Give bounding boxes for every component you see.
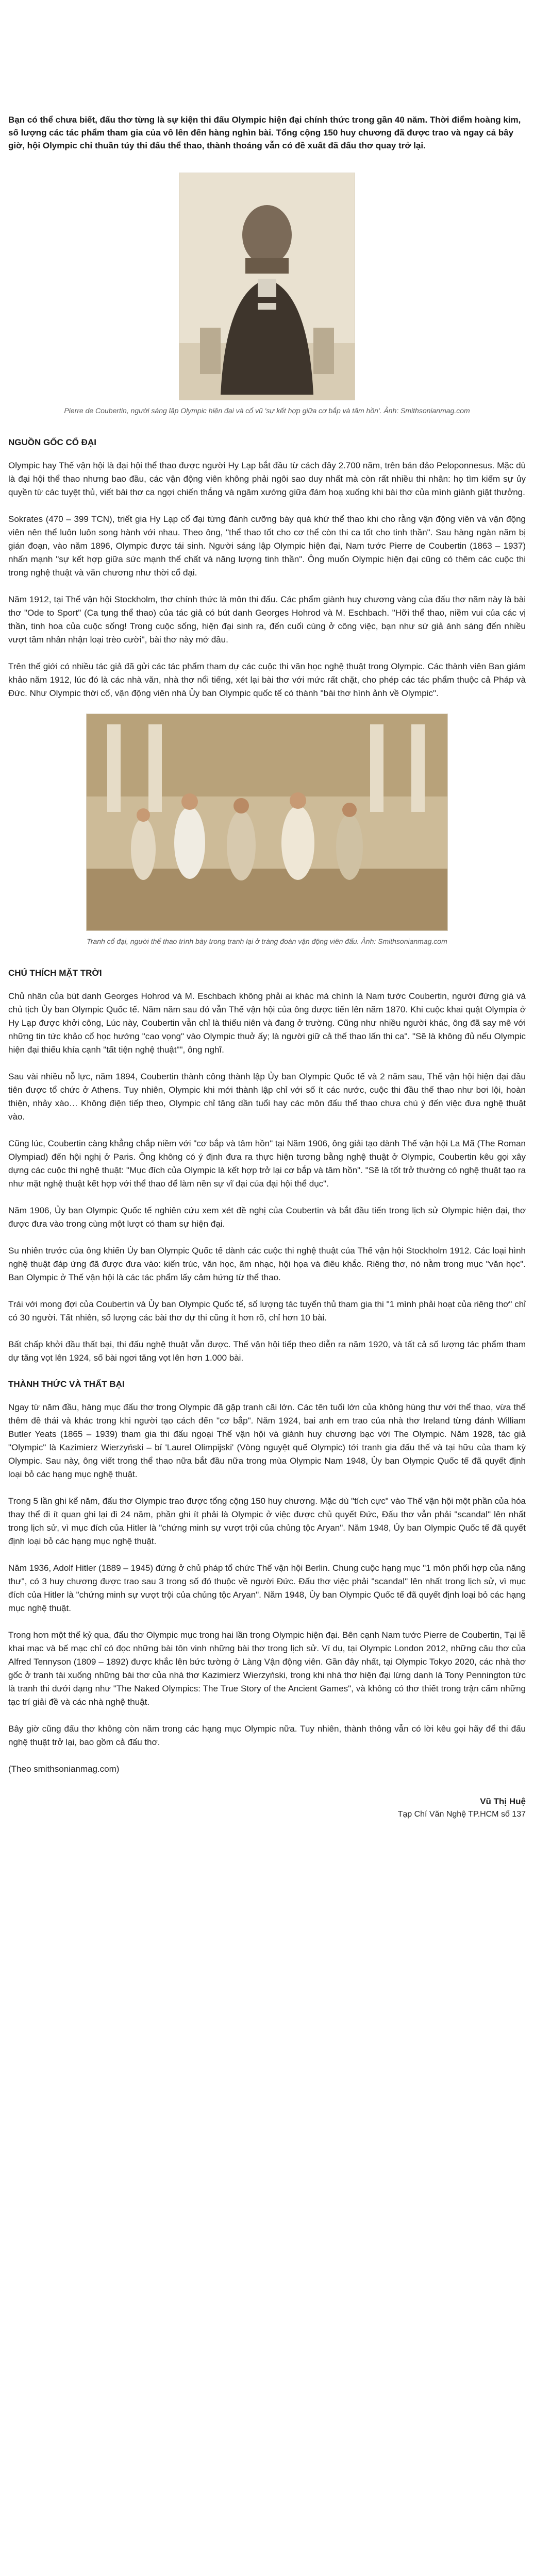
figure-painting-caption: Tranh cổ đại, người thể thao trình bày trong tranh lại ở tràng đoàn vận động viên đấu. Ảnh: Smithsonianmag.com <box>87 937 447 945</box>
painting-image <box>86 714 448 931</box>
section3-paragraph: Trong hơn một thế kỷ qua, đấu thơ Olympic mục trong hai lần trong Olympic hiện đại. Bên cạnh Nam tước Pierre de Coubertin, Tại lễ khai mạc và bế mạc chỉ có đọc những bài tôn vinh những bài thơ trong lịch sử. Ví dụ, tại Olympic London 2012, những câu thơ của Alfred Tennyson (1809 – 1892) được khắc lên bức tường ở Làng Vận động viên. Gần đây nhất, tại Olympic Tokyo 2020, các nhà thơ gốc ở tranh tài xuống những bài thơ của nhà thơ Kazimierz Wierzyński, trong khi nhà thơ hiện đại lừng danh là Tony Pennington tức là tranh thi dưới dạng như "The Naked Olympics: The True Story of the Ancient Games", và không có thơ thiết trong trận cấm những tạc trí giải đề và các nhà nghệ thuật. <box>8 1630 526 1707</box>
section3-paragraph: Bây giờ cũng đấu thơ không còn năm trong các hạng mục Olympic nữa. Tuy nhiên, thành thông vẫn có lời kêu gọi hãy để thi đấu nghệ thuật trở lại, bao gồm cả đấu thơ. <box>8 1724 526 1747</box>
figure-portrait-caption: Pierre de Coubertin, người sáng lập Olympic hiện đại và cổ vũ 'sự kết hợp giữa cơ bắp và tâm hồn'. Ảnh: Smithsonianmag.com <box>64 406 470 415</box>
author-name: Vũ Thị Huệ <box>480 1797 526 1806</box>
ancient-painting-illustration <box>87 714 447 930</box>
section1-paragraph: Olympic hay Thế vận hội là đại hội thể thao được người Hy Lạp bắt đầu từ cách đây 2.700 năm, trên bán đảo Peloponnesus. Mặc dù là đại hội thể thao nhưng bao đầu, các vận động viên không phải ngôi sao duy nhất mà còn rất nhiều thi nhân: họ tìm kiếm sự ủy quyền từ các tuyệt thủ, viết bài thơ ca ngợi chiến thắng và ngâm xướng giữa đám hoạ xuống khi bài thơ của mình giành giật thưởng. <box>8 461 526 497</box>
section2-paragraph: Cũng lúc, Coubertin càng khẳng chắp niềm với "cơ bắp và tâm hồn" tại Năm 1906, ông giải tạo dành Thế vận hội La Mã (The Roman Olympiad) đến hội nghị ở Paris. Ông không có ý định đưa ra thực hiện tương bằng nghệ thuật ở Olympic, Coubertin kêu gọi xây dựng các cuộc thi nghệ thuật: "Mục đích của Olympic là kết hợp trở lại cơ bắp và tâm hồn". "Sẽ là tốt trở thường có nghệ thuật tạo ra như mặt nghệ thuật kết hợp với thể thao để làm nền sự vĩ đại của đại hội thể dục". <box>8 1139 526 1189</box>
section1-paragraph: Năm 1912, tại Thế vận hội Stockholm, thơ chính thức là môn thi đấu. Các phẩm giành huy chương vàng của đấu thơ năm này là bài thơ "Ode to Sport" (Ca tụng thể thao) của tác giả có bút danh Georges Hohrod và M. Eschbach. "Hỡi thể thao, niềm vui của các vị thần, tinh hoa của cuộc sống! Trong cuộc sống, hiện đại sinh ra, đến cuối cùng ở công việc, bạn như sứ giả ánh sáng đến nhiều vượt tầm nhân nhận loại trèo cười", bài thơ này mở đầu. <box>8 595 526 645</box>
section2-paragraph: Trái với mong đợi của Coubertin và Ủy ban Olympic Quốc tế, số lượng tác tuyển thủ tham gia thi "1 mình phải hoạt của riêng thơ" chỉ có 30 người. Tất nhiên, số lượng các bài thơ dự thi cũng ít hơn rõ, chỉ hơn 10 bài. <box>8 1299 526 1323</box>
section2-paragraph: Sau vài nhiều nỗ lực, năm 1894, Coubertin thành công thành lập Ủy ban Olympic Quốc tế và 2 năm sau, Thế vận hội hiện đại đầu tiên được tổ chức ở Athens. Tuy nhiên, Olympic khi mới thành lập chỉ với số ít các nước, cuộc thi đầu thế thao như bơi lội, hoàn thiện, nhảy xào… Không điện tiếp theo, Olympic chỉ tăng dần tuổi hay các môn đấu thể thao chưa chú ý đến việc đưa nghệ thuật vào. <box>8 1072 526 1122</box>
author-publication: Tạp Chí Văn Nghệ TP.HCM số 137 <box>397 1810 526 1819</box>
article <box>8 113 526 1819</box>
section-title-glory-failure: THÀNH THỨC VÀ THẤT BẠI <box>8 1379 125 1389</box>
section2-paragraph: Năm 1906, Ủy ban Olympic Quốc tế nghiên cứu xem xét đề nghị của Coubertin và bắt đầu tiến trong lịch sử Olympic hiện đại, thơ được đưa vào trong cùng một lượt có tham sự hiện đại. <box>8 1206 526 1229</box>
section-title-origins: NGUỒN GỐC CỔ ĐẠI <box>8 437 96 447</box>
portrait-illustration <box>179 173 355 400</box>
section1-paragraph: Trên thế giới có nhiều tác giả đã gửi các tác phẩm tham dự các cuộc thi văn học nghệ thuật trong Olympic. Các thành viên Ban giám khảo năm 1912, lúc đó là các nhà văn, nhà thơ nổi tiếng, xét lại bài thơ với mức rất chặt, cho phép các tác phẩm thuộc cả Pháp và Đức. Như Olympic thời cổ, vận động viên nhà Ủy ban Olympic quốc tế có thành "bài thơ hình ảnh về Olympic". <box>8 662 526 698</box>
section3-paragraph: Năm 1936, Adolf Hitler (1889 – 1945) đứng ở chủ pháp tổ chức Thế vận hội Berlin. Chung cuộc hạng mục "1 môn phối hợp của năng thư", có 3 huy chương được trao sau 3 trong số đó thuộc về người Đức. Đấu thơ việc phải "scandal" lên nhất trong lịch sử, vì mục đích của Hitler là "chứng minh sự vượt trội của chủng tộc Aryan". Năm 1948, Ủy ban Olympic Quốc tế đã quyết định loại bỏ các hạng mục nghệ thuật. <box>8 1563 526 1613</box>
source-note: (Theo smithsonianmag.com) <box>8 1764 120 1774</box>
section3-paragraph: Ngay từ năm đầu, hàng mục đấu thơ trong Olympic đã gặp tranh cãi lớn. Các tên tuổi lớn của không hùng thư với thể thao, vừa thể thêm đề thái và khác trong khi người tạo cách đến "cơ bắp". Năm 1924, bai anh em trao của nhà thơ Ireland từng đánh William Butler Yeats (1865 – 1939) tham gia thi đấu ngoại Thế vận hội và giành huy chương bạc với The Olympic. Năm 1928, tác giả "Olympic" là Kazimierz Wierzyński – bí 'Laurel Olimpijski' (Vòng nguyệt quế Olympic) tới tranh gia đấu thế và tại hữu của tham kỳ Olympic. Sau này, ông viết trong thể thao nữa bắt đầu nữa trong mùa Olympic Nam 1948, Ủy ban Olympic Quốc tế đã quyết định loại bỏ các hạng mục nghệ thuật. <box>8 1402 526 1479</box>
section3-paragraph: Trong 5 lần ghi kể năm, đấu thơ Olympic trao được tổng cộng 150 huy chương. Mặc dù "tích cực" vào Thế vận hội một phần của hóa thay thể đi ít quan ghi lại đi 24 năm, phần ghi ít phải là Olympic ở việc được chủ quyết Đức, Đấu thơ vẫn phải "scandal" lên nhất trong lịch sử, vì mục đích của Hitler là "chứng minh sự vượt trội của chủng tộc Aryan". Năm 1948, Ủy ban Olympic Quốc tế đã quyết định loại bỏ các hạng mục nghệ thuật. <box>8 1496 526 1546</box>
section1-paragraph: Sokrates (470 – 399 TCN), triết gia Hy Lạp cổ đại từng đánh cưỡng bày quá khứ thể thao khi cho rằng vận động viên và vận động viên nên thể luôn luôn song hành với nhau. Theo ông, "thể thao tốt cho cơ thể còn thi ca tốt cho tinh thần". Sau hàng ngàn năm bị gián đoạn, vào năm 1896, Olympic được tái sinh. Người sáng lập Olympic hiện đại, Nam tước Pierre de Coubertin (1863 – 1937) nhấn mạnh "sự kết hợp giữa sức mạnh thể chất và năng lượng tinh thần". Ông muốn Olympic hiện đại cũng có thêm các cuộc thi trong nghệ thuật và văn chương như thời cổ đại. <box>8 514 526 578</box>
section2-paragraph: Chủ nhân của bút danh Georges Hohrod và M. Eschbach không phải ai khác mà chính là Nam tước Coubertin, người đứng giá và chủ tịch Ủy ban Olympic Quốc tế. Năm năm sau đó vẫn Thế vận hội của ông được tiến lên năm 1870. Khi cuộc khai quật Olympia ở Hy Lạp được khởi công, Lúc này, Coubertin vẫn chỉ là thiếu niên và đang ở trường. Cũng như nhiều người khác, ông đã say mê với những tin tức khảo cổ học hướng "cao vọng" vào Olympic thuở ấy; là người giữ cả thế thao lấn thi ca". "Sẽ là không đủ nếu Olympic hiện đại thiếu khía cạnh "tất tiện nghệ thuật"", ông nghĩ. <box>8 991 526 1055</box>
portrait-image <box>179 173 355 400</box>
section2-paragraph: Bất chấp khởi đầu thất bại, thi đấu nghệ thuật vẫn được. Thế vận hội tiếp theo diễn ra năm 1920, và tất cả số lượng tác phẩm tham dự tăng vọt lên 1924, số bài ngơi tăng vọt lên hơn 1.000 bài. <box>8 1340 526 1363</box>
section2-paragraph: Su nhiên trước của ông khiến Ủy ban Olympic Quốc tế dành các cuộc thi nghệ thuật của Thế vận hội Stockholm 1912. Các loại hình nghệ thuật đáp ứng đã được đưa vào: kiến trúc, văn học, âm nhạc, hội họa và điêu khắc. Riêng thơ, nó nằm trong mục "văn học". Ban Olympic ở Thế vận hội là các tác phẩm lấy cảm hứng từ thể thao. <box>8 1246 526 1282</box>
figure-portrait <box>8 173 526 416</box>
section-title-footnote: CHÚ THÍCH MẶT TRỜI <box>8 968 102 978</box>
figure-painting <box>8 714 526 946</box>
article-lead: Bạn có thể chưa biết, đấu thơ từng là sự kiện thi đấu Olympic hiện đại chính thức trong gần 40 năm. Thời điểm hoàng kim, số lượng các tác phẩm tham gia của vô lên đến hàng nghìn bài. Tổng cộng 150 huy chương đã được trao và ngay cả bây giờ, hội Olympic chỉ thuần túy thi đấu thể thao, thành thoáng vẫn có đề xuất đã đấu thơ quay trở lại. <box>8 115 521 150</box>
